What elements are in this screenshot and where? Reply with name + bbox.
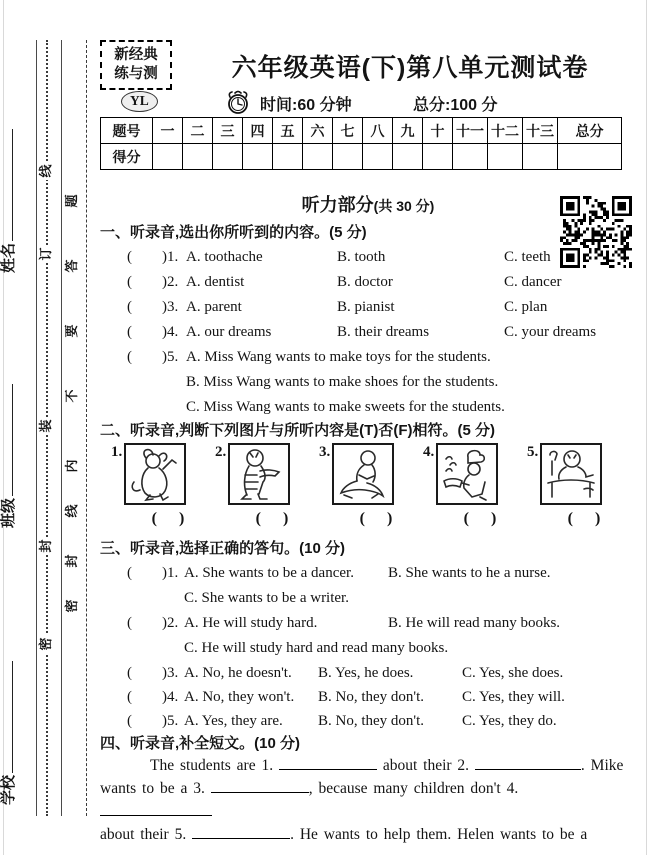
option-c: C. dancer xyxy=(504,274,562,290)
answer-slot[interactable]: ( xyxy=(127,249,132,265)
score-table-header-row xyxy=(101,118,622,144)
name-blank[interactable] xyxy=(8,129,13,241)
time-label: 时间:60 分钟 xyxy=(260,97,352,114)
header-cell: 十二 xyxy=(488,118,523,144)
header-cell: 二 xyxy=(183,118,213,144)
warning-char: 不 xyxy=(64,389,79,403)
option-c: C. Yes, they do. xyxy=(462,713,557,729)
option-a: A. Yes, they are. xyxy=(184,713,283,729)
header-cell: 十三 xyxy=(523,118,558,144)
header-cell: 八 xyxy=(363,118,393,144)
cloze-line-3: about their 5. . He wants to help them. Helen wants to be a xyxy=(100,826,588,843)
page-right-edge xyxy=(646,0,647,855)
option-c: C. teeth xyxy=(504,249,551,265)
header-cell: 九 xyxy=(393,118,423,144)
score-cell[interactable] xyxy=(363,144,393,170)
score-cell[interactable] xyxy=(153,144,183,170)
score-cell[interactable] xyxy=(488,144,523,170)
score-cell[interactable] xyxy=(558,144,622,170)
s1-item-4: ( )4. A. our dreams B. their dreams C. your dreams xyxy=(100,320,645,345)
warning-char: 密 xyxy=(64,599,79,613)
header-cell: 三 xyxy=(213,118,243,144)
section3-title: 三、听录音,选择正确的答句。(10 分) xyxy=(100,540,346,557)
header-cell: 总分 xyxy=(558,118,622,144)
picture-3-image xyxy=(332,443,394,505)
header-cell: 七 xyxy=(333,118,363,144)
option-c: C. Yes, they will. xyxy=(462,689,565,705)
s3-item-1: ( )1. A. She wants to be a dancer. B. She wants to he a nurse. xyxy=(100,561,645,586)
answer-slot[interactable]: ( xyxy=(127,349,132,365)
score-cell[interactable] xyxy=(523,144,558,170)
binding-char: 订 xyxy=(37,245,55,263)
warning-char: 封 xyxy=(64,554,79,568)
picture-3-answer[interactable]: ( ) xyxy=(359,510,393,527)
option-b: B. No, they don't. xyxy=(318,689,425,705)
picture-4: 4. xyxy=(423,443,527,505)
s3-item-1c xyxy=(100,586,645,611)
picture-4-image xyxy=(436,443,498,505)
option-a: A. dentist xyxy=(186,274,245,290)
class-blank[interactable] xyxy=(8,384,13,496)
option-a: A. Miss Wang wants to make toys for the students. xyxy=(186,349,491,365)
page-title: 六年级英语(下)第八单元测试卷 xyxy=(231,54,589,82)
brand-stamp-line1: 新经典 xyxy=(114,47,158,63)
picture-row xyxy=(111,443,641,505)
section4-title: 四、听录音,补全短文。(10 分) xyxy=(100,735,301,752)
cloze-blank-4[interactable] xyxy=(100,802,212,816)
picture-1-image xyxy=(124,443,186,505)
name-label: 姓名 xyxy=(0,242,17,273)
option-b: B. their dreams xyxy=(337,324,430,340)
total-score-label: 总分:100 分 xyxy=(413,97,498,114)
picture-3: 3. xyxy=(319,443,423,505)
name-field[interactable] xyxy=(0,129,18,273)
score-cell[interactable] xyxy=(273,144,303,170)
s3-item-2: ( )2. A. He will study hard. B. He will read many books. xyxy=(100,611,645,636)
warning-char: 内 xyxy=(64,459,79,473)
s3-item-4: ( )4. A. No, they won't. B. No, they don't. C. Yes, they will. xyxy=(100,685,645,710)
school-field[interactable] xyxy=(0,661,18,805)
clock-icon xyxy=(226,89,250,120)
class-field[interactable] xyxy=(0,384,18,528)
picture-2: 2. xyxy=(215,443,319,505)
score-table-score-row xyxy=(101,144,622,170)
option-b: B. tooth xyxy=(337,249,386,265)
cloze-blank-2[interactable] xyxy=(475,756,581,770)
option-b: B. Yes, he does. xyxy=(318,665,414,681)
score-table xyxy=(100,117,622,170)
score-cell[interactable] xyxy=(423,144,453,170)
option-b: B. pianist xyxy=(337,299,395,315)
score-cell[interactable] xyxy=(243,144,273,170)
listening-part-heading xyxy=(98,191,638,217)
score-row-label: 得分 xyxy=(101,144,153,170)
s1-item-3: ( )3. A. parent B. pianist C. plan xyxy=(100,295,645,320)
answer-slot[interactable]: ( xyxy=(127,324,132,340)
header-cell: 五 xyxy=(273,118,303,144)
warning-char: 答 xyxy=(64,259,79,273)
cloze-line-2: wants to be a 3. , because many children don't 4. xyxy=(100,777,636,823)
option-b: B. Miss Wang wants to make shoes for the students. xyxy=(186,374,499,390)
option-c: C. your dreams xyxy=(504,324,597,340)
answer-slot[interactable]: ( xyxy=(127,615,132,631)
option-b: B. He will read many books. xyxy=(388,615,561,631)
binding-char: 封 xyxy=(37,537,55,555)
score-cell[interactable] xyxy=(393,144,423,170)
option-c: C. Miss Wang wants to make sweets for the students. xyxy=(186,399,505,415)
s3-item-3: ( )3. A. No, he doesn't. B. Yes, he does. C. Yes, she does. xyxy=(100,661,645,686)
answer-slot[interactable]: ( xyxy=(127,565,132,581)
listening-part-title: 听力部分 xyxy=(301,195,374,215)
option-a: A. parent xyxy=(186,299,242,315)
option-c: C. plan xyxy=(504,299,548,315)
picture-2-answer[interactable]: ( ) xyxy=(255,510,289,527)
section2-title: 二、听录音,判断下列图片与所听内容是(T)否(F)相符。(5 分) xyxy=(100,422,495,439)
listening-part-points: (共 30 分) xyxy=(373,198,435,214)
header-cell: 一 xyxy=(153,118,183,144)
binding-char: 密 xyxy=(37,635,55,653)
option-a: A. No, he doesn't. xyxy=(184,665,292,681)
brand-stamp xyxy=(100,40,172,90)
s3-item-5: ( )5. A. Yes, they are. B. No, they don't. C. Yes, they do. xyxy=(100,709,645,734)
class-label: 班级 xyxy=(0,497,17,528)
s1-item-1: ( )1. A. toothache B. tooth C. teeth xyxy=(100,245,645,270)
school-blank[interactable] xyxy=(8,661,13,773)
score-cell[interactable] xyxy=(303,144,333,170)
option-b: B. No, they don't. xyxy=(318,713,425,729)
cloze-blank-1[interactable] xyxy=(279,756,377,770)
score-cell[interactable] xyxy=(183,144,213,170)
brand-stamp-line2: 练与测 xyxy=(114,65,158,82)
cloze-blank-5[interactable] xyxy=(192,825,290,839)
option-a: A. our dreams xyxy=(186,324,272,340)
picture-5-image xyxy=(540,443,602,505)
binding-dashed-line xyxy=(86,40,87,816)
binding-rule-2 xyxy=(61,40,62,816)
binding-char: 装 xyxy=(37,417,55,435)
answer-slot[interactable]: ( xyxy=(127,299,132,315)
warning-char: 题 xyxy=(64,194,79,208)
option-c: C. He will study hard and read many books. xyxy=(184,640,449,656)
picture-1-answer[interactable]: ( ) xyxy=(151,510,185,527)
picture-5: 5. xyxy=(527,443,631,505)
cloze-passage xyxy=(100,754,636,846)
picture-5-answer[interactable]: ( ) xyxy=(567,510,601,527)
picture-2-image xyxy=(228,443,290,505)
s1-item-5b xyxy=(100,370,645,395)
header-cell: 四 xyxy=(243,118,273,144)
header-cell: 十 xyxy=(423,118,453,144)
option-b: B. doctor xyxy=(337,274,393,290)
answer-slot[interactable]: ( xyxy=(127,665,132,681)
option-a: A. toothache xyxy=(186,249,263,265)
section1-title: 一、听录音,选出你所听到的内容。(5 分) xyxy=(100,224,367,241)
brand-mark: YL xyxy=(121,91,158,112)
picture-4-answer[interactable]: ( ) xyxy=(463,510,497,527)
cloze-blank-3[interactable] xyxy=(211,779,309,793)
option-c: C. She wants to be a writer. xyxy=(184,590,349,606)
s1-item-5c xyxy=(100,395,645,420)
answer-slot[interactable]: ( xyxy=(127,689,132,705)
header-cell: 题号 xyxy=(101,118,153,144)
cloze-line-1: The students are 1. about their 2. . Mike xyxy=(150,757,624,774)
picture-answer-row xyxy=(111,510,641,528)
school-label: 学校 xyxy=(0,774,17,805)
score-cell[interactable] xyxy=(333,144,363,170)
option-c: C. Yes, she does. xyxy=(462,665,564,681)
score-cell[interactable] xyxy=(453,144,488,170)
binding-char: 线 xyxy=(37,162,55,180)
warning-char: 要 xyxy=(64,324,79,338)
option-a: A. He will study hard. xyxy=(184,615,318,631)
option-b: B. She wants to he a nurse. xyxy=(388,565,551,581)
s1-item-5: ( )5. A. Miss Wang wants to make toys for the students. xyxy=(100,345,645,370)
s3-item-2c xyxy=(100,636,645,661)
answer-slot[interactable]: ( xyxy=(127,713,132,729)
answer-slot[interactable]: ( xyxy=(127,274,132,290)
score-cell[interactable] xyxy=(213,144,243,170)
option-a: A. She wants to be a dancer. xyxy=(184,565,354,581)
header-cell: 六 xyxy=(303,118,333,144)
s1-item-2: ( )2. A. dentist B. doctor C. dancer xyxy=(100,270,645,295)
picture-1: 1. xyxy=(111,443,215,505)
option-a: A. No, they won't. xyxy=(184,689,295,705)
header-cell: 十一 xyxy=(453,118,488,144)
warning-char: 线 xyxy=(64,504,79,518)
